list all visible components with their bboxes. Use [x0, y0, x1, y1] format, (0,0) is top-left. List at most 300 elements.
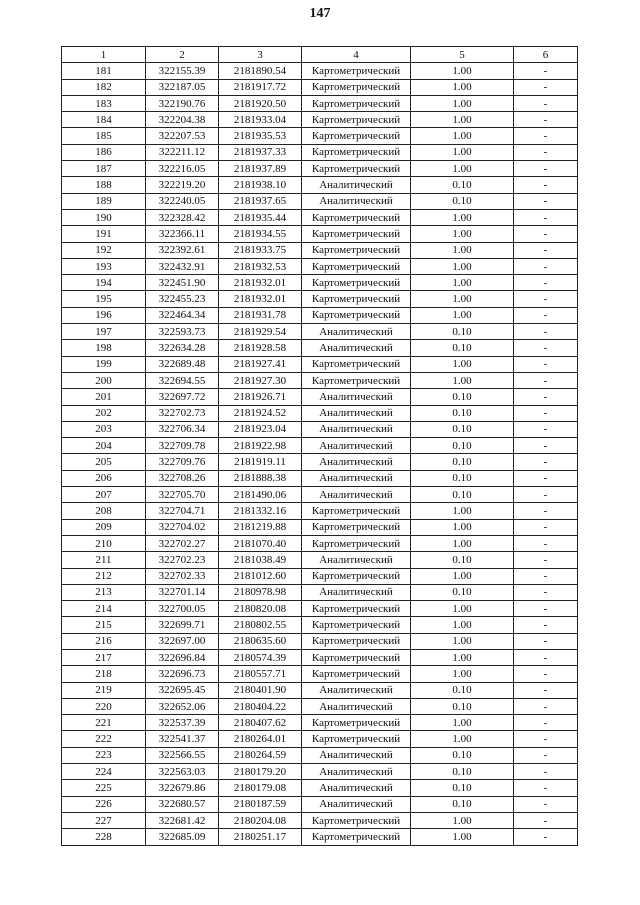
accuracy-cell: 1.00	[411, 291, 514, 307]
note-cell: -	[514, 112, 578, 128]
y-coordinate-cell: 2181922.98	[219, 438, 302, 454]
method-cell: Аналитический	[302, 193, 411, 209]
note-cell: -	[514, 535, 578, 551]
y-coordinate-cell: 2180264.59	[219, 747, 302, 763]
note-cell: -	[514, 291, 578, 307]
y-coordinate-cell: 2181923.04	[219, 421, 302, 437]
y-coordinate-cell: 2180802.55	[219, 617, 302, 633]
x-coordinate-cell: 322563.03	[146, 764, 219, 780]
x-coordinate-cell: 322204.38	[146, 112, 219, 128]
table-row	[62, 79, 578, 95]
y-coordinate-cell: 2180204.08	[219, 812, 302, 828]
point-number-cell: 204	[62, 438, 146, 454]
note-cell: -	[514, 79, 578, 95]
point-number-cell: 193	[62, 258, 146, 274]
method-cell: Картометрический	[302, 291, 411, 307]
table-row	[62, 275, 578, 291]
x-coordinate-cell: 322455.23	[146, 291, 219, 307]
note-cell: -	[514, 63, 578, 79]
method-cell: Аналитический	[302, 421, 411, 437]
x-coordinate-cell: 322696.84	[146, 649, 219, 665]
method-cell: Аналитический	[302, 405, 411, 421]
table-row	[62, 307, 578, 323]
point-number-cell: 226	[62, 796, 146, 812]
note-cell: -	[514, 812, 578, 828]
table-row	[62, 682, 578, 698]
accuracy-cell: 1.00	[411, 535, 514, 551]
x-coordinate-cell: 322207.53	[146, 128, 219, 144]
accuracy-cell: 0.10	[411, 682, 514, 698]
note-cell: -	[514, 161, 578, 177]
table-row	[62, 829, 578, 845]
note-cell: -	[514, 666, 578, 682]
y-coordinate-cell: 2180187.59	[219, 796, 302, 812]
point-number-cell: 199	[62, 356, 146, 372]
x-coordinate-cell: 322708.26	[146, 470, 219, 486]
method-cell: Аналитический	[302, 747, 411, 763]
table-row	[62, 340, 578, 356]
accuracy-cell: 1.00	[411, 242, 514, 258]
point-number-cell: 219	[62, 682, 146, 698]
accuracy-cell: 1.00	[411, 356, 514, 372]
note-cell: -	[514, 405, 578, 421]
x-coordinate-cell: 322652.06	[146, 698, 219, 714]
table-row	[62, 161, 578, 177]
point-number-cell: 213	[62, 584, 146, 600]
x-coordinate-cell: 322679.86	[146, 780, 219, 796]
note-cell: -	[514, 698, 578, 714]
x-coordinate-cell: 322706.34	[146, 421, 219, 437]
table-row	[62, 535, 578, 551]
y-coordinate-cell: 2181038.49	[219, 552, 302, 568]
point-number-cell: 224	[62, 764, 146, 780]
note-cell: -	[514, 470, 578, 486]
point-number-cell: 202	[62, 405, 146, 421]
method-cell: Картометрический	[302, 161, 411, 177]
x-coordinate-cell: 322566.55	[146, 747, 219, 763]
table-row	[62, 405, 578, 421]
header-row	[62, 47, 578, 63]
point-number-cell: 212	[62, 568, 146, 584]
point-number-cell: 197	[62, 324, 146, 340]
table-row	[62, 796, 578, 812]
y-coordinate-cell: 2181924.52	[219, 405, 302, 421]
method-cell: Картометрический	[302, 112, 411, 128]
method-cell: Картометрический	[302, 568, 411, 584]
table-row	[62, 715, 578, 731]
y-coordinate-cell: 2181934.55	[219, 226, 302, 242]
table-row	[62, 324, 578, 340]
x-coordinate-cell: 322634.28	[146, 340, 219, 356]
table-row	[62, 764, 578, 780]
y-coordinate-cell: 2181932.53	[219, 258, 302, 274]
y-coordinate-cell: 2180557.71	[219, 666, 302, 682]
x-coordinate-cell: 322681.42	[146, 812, 219, 828]
method-cell: Аналитический	[302, 764, 411, 780]
table-row	[62, 258, 578, 274]
method-cell: Картометрический	[302, 79, 411, 95]
accuracy-cell: 1.00	[411, 812, 514, 828]
accuracy-cell: 0.10	[411, 177, 514, 193]
accuracy-cell: 0.10	[411, 698, 514, 714]
table-row	[62, 666, 578, 682]
accuracy-cell: 1.00	[411, 226, 514, 242]
note-cell: -	[514, 764, 578, 780]
y-coordinate-cell: 2180820.08	[219, 601, 302, 617]
x-coordinate-cell: 322211.12	[146, 144, 219, 160]
note-cell: -	[514, 177, 578, 193]
y-coordinate-cell: 2181937.33	[219, 144, 302, 160]
accuracy-cell: 1.00	[411, 258, 514, 274]
note-cell: -	[514, 682, 578, 698]
x-coordinate-cell: 322700.05	[146, 601, 219, 617]
accuracy-cell: 0.10	[411, 193, 514, 209]
y-coordinate-cell: 2180264.01	[219, 731, 302, 747]
point-number-cell: 207	[62, 487, 146, 503]
accuracy-cell: 1.00	[411, 128, 514, 144]
point-number-cell: 186	[62, 144, 146, 160]
table-row	[62, 226, 578, 242]
method-cell: Аналитический	[302, 682, 411, 698]
method-cell: Картометрический	[302, 128, 411, 144]
y-coordinate-cell: 2181937.89	[219, 161, 302, 177]
note-cell: -	[514, 193, 578, 209]
y-coordinate-cell: 2181935.53	[219, 128, 302, 144]
accuracy-cell: 0.10	[411, 747, 514, 763]
method-cell: Картометрический	[302, 307, 411, 323]
method-cell: Картометрический	[302, 144, 411, 160]
method-cell: Картометрический	[302, 666, 411, 682]
method-cell: Картометрический	[302, 372, 411, 388]
y-coordinate-cell: 2181932.01	[219, 275, 302, 291]
note-cell: -	[514, 209, 578, 225]
method-cell: Картометрический	[302, 633, 411, 649]
point-number-cell: 228	[62, 829, 146, 845]
method-cell: Аналитический	[302, 470, 411, 486]
x-coordinate-cell: 322593.73	[146, 324, 219, 340]
note-cell: -	[514, 633, 578, 649]
x-coordinate-cell: 322702.27	[146, 535, 219, 551]
x-coordinate-cell: 322699.71	[146, 617, 219, 633]
y-coordinate-cell: 2181490.06	[219, 487, 302, 503]
point-number-cell: 223	[62, 747, 146, 763]
note-cell: -	[514, 307, 578, 323]
x-coordinate-cell: 322689.48	[146, 356, 219, 372]
table-header	[62, 47, 578, 63]
method-cell: Картометрический	[302, 519, 411, 535]
note-cell: -	[514, 95, 578, 111]
method-cell: Аналитический	[302, 340, 411, 356]
y-coordinate-cell: 2181927.41	[219, 356, 302, 372]
table-row	[62, 503, 578, 519]
method-cell: Картометрический	[302, 601, 411, 617]
table-row	[62, 633, 578, 649]
x-coordinate-cell: 322187.05	[146, 79, 219, 95]
point-number-cell: 185	[62, 128, 146, 144]
note-cell: -	[514, 421, 578, 437]
note-cell: -	[514, 242, 578, 258]
table-row	[62, 438, 578, 454]
table-row	[62, 601, 578, 617]
x-coordinate-cell: 322240.05	[146, 193, 219, 209]
accuracy-cell: 1.00	[411, 144, 514, 160]
point-number-cell: 184	[62, 112, 146, 128]
x-coordinate-cell: 322701.14	[146, 584, 219, 600]
y-coordinate-cell: 2181935.44	[219, 209, 302, 225]
point-number-cell: 222	[62, 731, 146, 747]
note-cell: -	[514, 519, 578, 535]
method-cell: Аналитический	[302, 389, 411, 405]
header-col-2: 2	[146, 47, 219, 63]
point-number-cell: 196	[62, 307, 146, 323]
table-row	[62, 128, 578, 144]
accuracy-cell: 0.10	[411, 796, 514, 812]
table-row	[62, 552, 578, 568]
accuracy-cell: 1.00	[411, 503, 514, 519]
table-row	[62, 698, 578, 714]
accuracy-cell: 0.10	[411, 487, 514, 503]
method-cell: Картометрический	[302, 258, 411, 274]
table-row	[62, 617, 578, 633]
note-cell: -	[514, 144, 578, 160]
point-number-cell: 201	[62, 389, 146, 405]
x-coordinate-cell: 322216.05	[146, 161, 219, 177]
point-number-cell: 211	[62, 552, 146, 568]
method-cell: Аналитический	[302, 487, 411, 503]
x-coordinate-cell: 322537.39	[146, 715, 219, 731]
table-body	[62, 63, 578, 845]
note-cell: -	[514, 552, 578, 568]
accuracy-cell: 0.10	[411, 470, 514, 486]
point-number-cell: 205	[62, 454, 146, 470]
point-number-cell: 198	[62, 340, 146, 356]
note-cell: -	[514, 617, 578, 633]
method-cell: Картометрический	[302, 242, 411, 258]
x-coordinate-cell: 322219.20	[146, 177, 219, 193]
table-row	[62, 209, 578, 225]
y-coordinate-cell: 2181917.72	[219, 79, 302, 95]
accuracy-cell: 0.10	[411, 552, 514, 568]
y-coordinate-cell: 2181928.58	[219, 340, 302, 356]
point-number-cell: 181	[62, 63, 146, 79]
y-coordinate-cell: 2180978.98	[219, 584, 302, 600]
x-coordinate-cell: 322696.73	[146, 666, 219, 682]
table-row	[62, 372, 578, 388]
y-coordinate-cell: 2181890.54	[219, 63, 302, 79]
table-row	[62, 568, 578, 584]
x-coordinate-cell: 322709.78	[146, 438, 219, 454]
table-row	[62, 95, 578, 111]
method-cell: Аналитический	[302, 698, 411, 714]
accuracy-cell: 1.00	[411, 275, 514, 291]
point-number-cell: 220	[62, 698, 146, 714]
x-coordinate-cell: 322432.91	[146, 258, 219, 274]
point-number-cell: 188	[62, 177, 146, 193]
method-cell: Картометрический	[302, 829, 411, 845]
x-coordinate-cell: 322697.00	[146, 633, 219, 649]
accuracy-cell: 0.10	[411, 324, 514, 340]
point-number-cell: 227	[62, 812, 146, 828]
method-cell: Аналитический	[302, 177, 411, 193]
accuracy-cell: 1.00	[411, 617, 514, 633]
accuracy-cell: 0.10	[411, 764, 514, 780]
note-cell: -	[514, 275, 578, 291]
method-cell: Картометрический	[302, 535, 411, 551]
y-coordinate-cell: 2181070.40	[219, 535, 302, 551]
accuracy-cell: 0.10	[411, 340, 514, 356]
x-coordinate-cell: 322190.76	[146, 95, 219, 111]
method-cell: Аналитический	[302, 780, 411, 796]
accuracy-cell: 0.10	[411, 454, 514, 470]
accuracy-cell: 0.10	[411, 584, 514, 600]
header-col-1: 1	[62, 47, 146, 63]
point-number-cell: 221	[62, 715, 146, 731]
note-cell: -	[514, 438, 578, 454]
accuracy-cell: 1.00	[411, 519, 514, 535]
note-cell: -	[514, 747, 578, 763]
note-cell: -	[514, 324, 578, 340]
accuracy-cell: 1.00	[411, 209, 514, 225]
point-number-cell: 195	[62, 291, 146, 307]
point-number-cell: 183	[62, 95, 146, 111]
x-coordinate-cell: 322704.71	[146, 503, 219, 519]
y-coordinate-cell: 2180407.62	[219, 715, 302, 731]
accuracy-cell: 0.10	[411, 780, 514, 796]
method-cell: Аналитический	[302, 454, 411, 470]
accuracy-cell: 1.00	[411, 63, 514, 79]
accuracy-cell: 0.10	[411, 389, 514, 405]
y-coordinate-cell: 2181933.75	[219, 242, 302, 258]
y-coordinate-cell: 2181219.88	[219, 519, 302, 535]
note-cell: -	[514, 503, 578, 519]
x-coordinate-cell: 322451.90	[146, 275, 219, 291]
x-coordinate-cell: 322702.23	[146, 552, 219, 568]
point-number-cell: 214	[62, 601, 146, 617]
y-coordinate-cell: 2180179.20	[219, 764, 302, 780]
x-coordinate-cell: 322702.73	[146, 405, 219, 421]
table-row	[62, 112, 578, 128]
y-coordinate-cell: 2181919.11	[219, 454, 302, 470]
y-coordinate-cell: 2181937.65	[219, 193, 302, 209]
y-coordinate-cell: 2181938.10	[219, 177, 302, 193]
method-cell: Аналитический	[302, 324, 411, 340]
accuracy-cell: 1.00	[411, 649, 514, 665]
note-cell: -	[514, 128, 578, 144]
table-row	[62, 63, 578, 79]
method-cell: Картометрический	[302, 209, 411, 225]
note-cell: -	[514, 226, 578, 242]
y-coordinate-cell: 2180251.17	[219, 829, 302, 845]
table-row	[62, 193, 578, 209]
y-coordinate-cell: 2180404.22	[219, 698, 302, 714]
accuracy-cell: 1.00	[411, 79, 514, 95]
table-row	[62, 421, 578, 437]
point-number-cell: 210	[62, 535, 146, 551]
x-coordinate-cell: 322697.72	[146, 389, 219, 405]
accuracy-cell: 1.00	[411, 161, 514, 177]
method-cell: Картометрический	[302, 275, 411, 291]
method-cell: Картометрический	[302, 649, 411, 665]
note-cell: -	[514, 568, 578, 584]
table-row	[62, 291, 578, 307]
method-cell: Картометрический	[302, 356, 411, 372]
point-number-cell: 208	[62, 503, 146, 519]
x-coordinate-cell: 322695.45	[146, 682, 219, 698]
table-row	[62, 177, 578, 193]
y-coordinate-cell: 2181931.78	[219, 307, 302, 323]
accuracy-cell: 1.00	[411, 829, 514, 845]
note-cell: -	[514, 340, 578, 356]
x-coordinate-cell: 322366.11	[146, 226, 219, 242]
x-coordinate-cell: 322705.70	[146, 487, 219, 503]
y-coordinate-cell: 2181920.50	[219, 95, 302, 111]
note-cell: -	[514, 258, 578, 274]
header-col-5: 5	[411, 47, 514, 63]
table-row	[62, 242, 578, 258]
x-coordinate-cell: 322709.76	[146, 454, 219, 470]
point-number-cell: 215	[62, 617, 146, 633]
method-cell: Картометрический	[302, 731, 411, 747]
table-row	[62, 731, 578, 747]
method-cell: Картометрический	[302, 226, 411, 242]
y-coordinate-cell: 2181332.16	[219, 503, 302, 519]
x-coordinate-cell: 322155.39	[146, 63, 219, 79]
table-row	[62, 470, 578, 486]
page-number: 147	[309, 6, 331, 21]
note-cell: -	[514, 356, 578, 372]
header-col-4: 4	[302, 47, 411, 63]
coordinates-table	[61, 46, 578, 846]
table-row	[62, 389, 578, 405]
note-cell: -	[514, 454, 578, 470]
x-coordinate-cell: 322541.37	[146, 731, 219, 747]
accuracy-cell: 1.00	[411, 715, 514, 731]
x-coordinate-cell: 322328.42	[146, 209, 219, 225]
note-cell: -	[514, 829, 578, 845]
table-row	[62, 747, 578, 763]
method-cell: Картометрический	[302, 812, 411, 828]
point-number-cell: 217	[62, 649, 146, 665]
note-cell: -	[514, 649, 578, 665]
table-row	[62, 356, 578, 372]
y-coordinate-cell: 2181926.71	[219, 389, 302, 405]
header-col-6: 6	[514, 47, 578, 63]
point-number-cell: 190	[62, 209, 146, 225]
table-row	[62, 812, 578, 828]
point-number-cell: 218	[62, 666, 146, 682]
point-number-cell: 200	[62, 372, 146, 388]
point-number-cell: 209	[62, 519, 146, 535]
table-row	[62, 584, 578, 600]
method-cell: Аналитический	[302, 584, 411, 600]
x-coordinate-cell: 322680.57	[146, 796, 219, 812]
y-coordinate-cell: 2180401.90	[219, 682, 302, 698]
method-cell: Аналитический	[302, 796, 411, 812]
x-coordinate-cell: 322685.09	[146, 829, 219, 845]
accuracy-cell: 1.00	[411, 95, 514, 111]
table-row	[62, 519, 578, 535]
note-cell: -	[514, 731, 578, 747]
x-coordinate-cell: 322694.55	[146, 372, 219, 388]
y-coordinate-cell: 2180179.08	[219, 780, 302, 796]
table-row	[62, 144, 578, 160]
note-cell: -	[514, 389, 578, 405]
method-cell: Картометрический	[302, 95, 411, 111]
method-cell: Картометрический	[302, 617, 411, 633]
y-coordinate-cell: 2180574.39	[219, 649, 302, 665]
point-number-cell: 203	[62, 421, 146, 437]
accuracy-cell: 1.00	[411, 112, 514, 128]
